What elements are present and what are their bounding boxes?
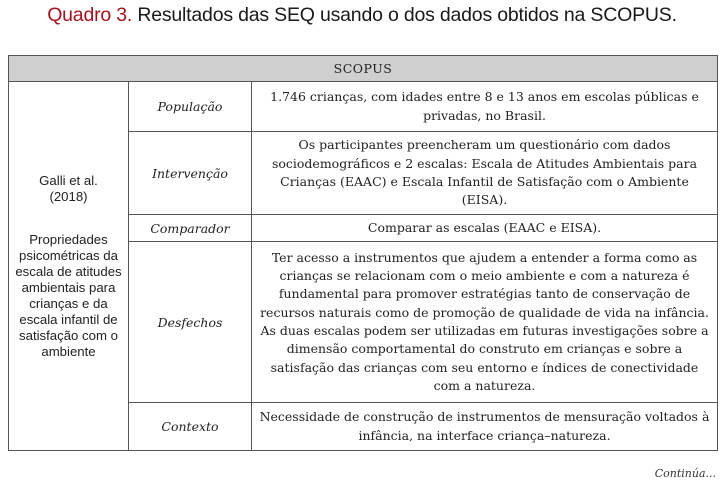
row-value-intervencao: Os participantes preencheram um questionário com dados sociodemográficos e 2 escalas: Escala de Atitudes Ambientais para Crianças (EAAC) e Escala Infantil de Satisfação com o Ambiente (EISA). [252, 132, 718, 215]
row-label-intervencao: Intervenção [129, 132, 252, 215]
row-value-contexto: Necessidade de construção de instrumentos de mensuração voltados à infância, na interface criança–natureza. [252, 403, 718, 451]
study-description: Propriedades psicométricas da escala de atitudes ambientais para crianças e da escala infantil de satisfação com o ambiente [15, 231, 122, 359]
table-row [9, 82, 718, 132]
row-label-comparador: Comparador [129, 215, 252, 242]
study-reference [15, 173, 122, 205]
row-label-populacao: População [129, 82, 252, 132]
study-reference-year: (2018) [49, 188, 88, 204]
caption-text: Resultados das SEQ usando o dos dados obtidos na SCOPUS. [132, 4, 677, 26]
row-label-contexto: Contexto [129, 403, 252, 451]
row-value-populacao: 1.746 crianças, com idades entre 8 e 13 anos em escolas públicas e privadas, no Brasil. [252, 82, 718, 132]
study-reference-authors: Galli et al. [39, 172, 98, 188]
row-value-desfechos: Ter acesso a instrumentos que ajudem a entender a forma como as crianças se relacionam com o meio ambiente e com a natureza é fundamental para promover estratégias tanto de conservação de recursos naturais como de promoção de qualidade de vida na infância. As duas escalas podem ser utilizadas em futuras investigações sobre a dimensão comportamental do construto em crianças e sobre a satisfação das crianças com seu entorno e índices de conectividade com a natureza. [252, 242, 718, 403]
row-label-desfechos: Desfechos [129, 242, 252, 403]
table-caption [0, 4, 724, 27]
table-header: SCOPUS [9, 56, 718, 82]
caption-label: Quadro 3. [47, 4, 133, 26]
row-value-comparador: Comparar as escalas (EAAC e EISA). [252, 215, 718, 242]
study-cell [9, 82, 129, 451]
continue-note: Continúa... [654, 467, 716, 480]
results-table [8, 55, 718, 451]
